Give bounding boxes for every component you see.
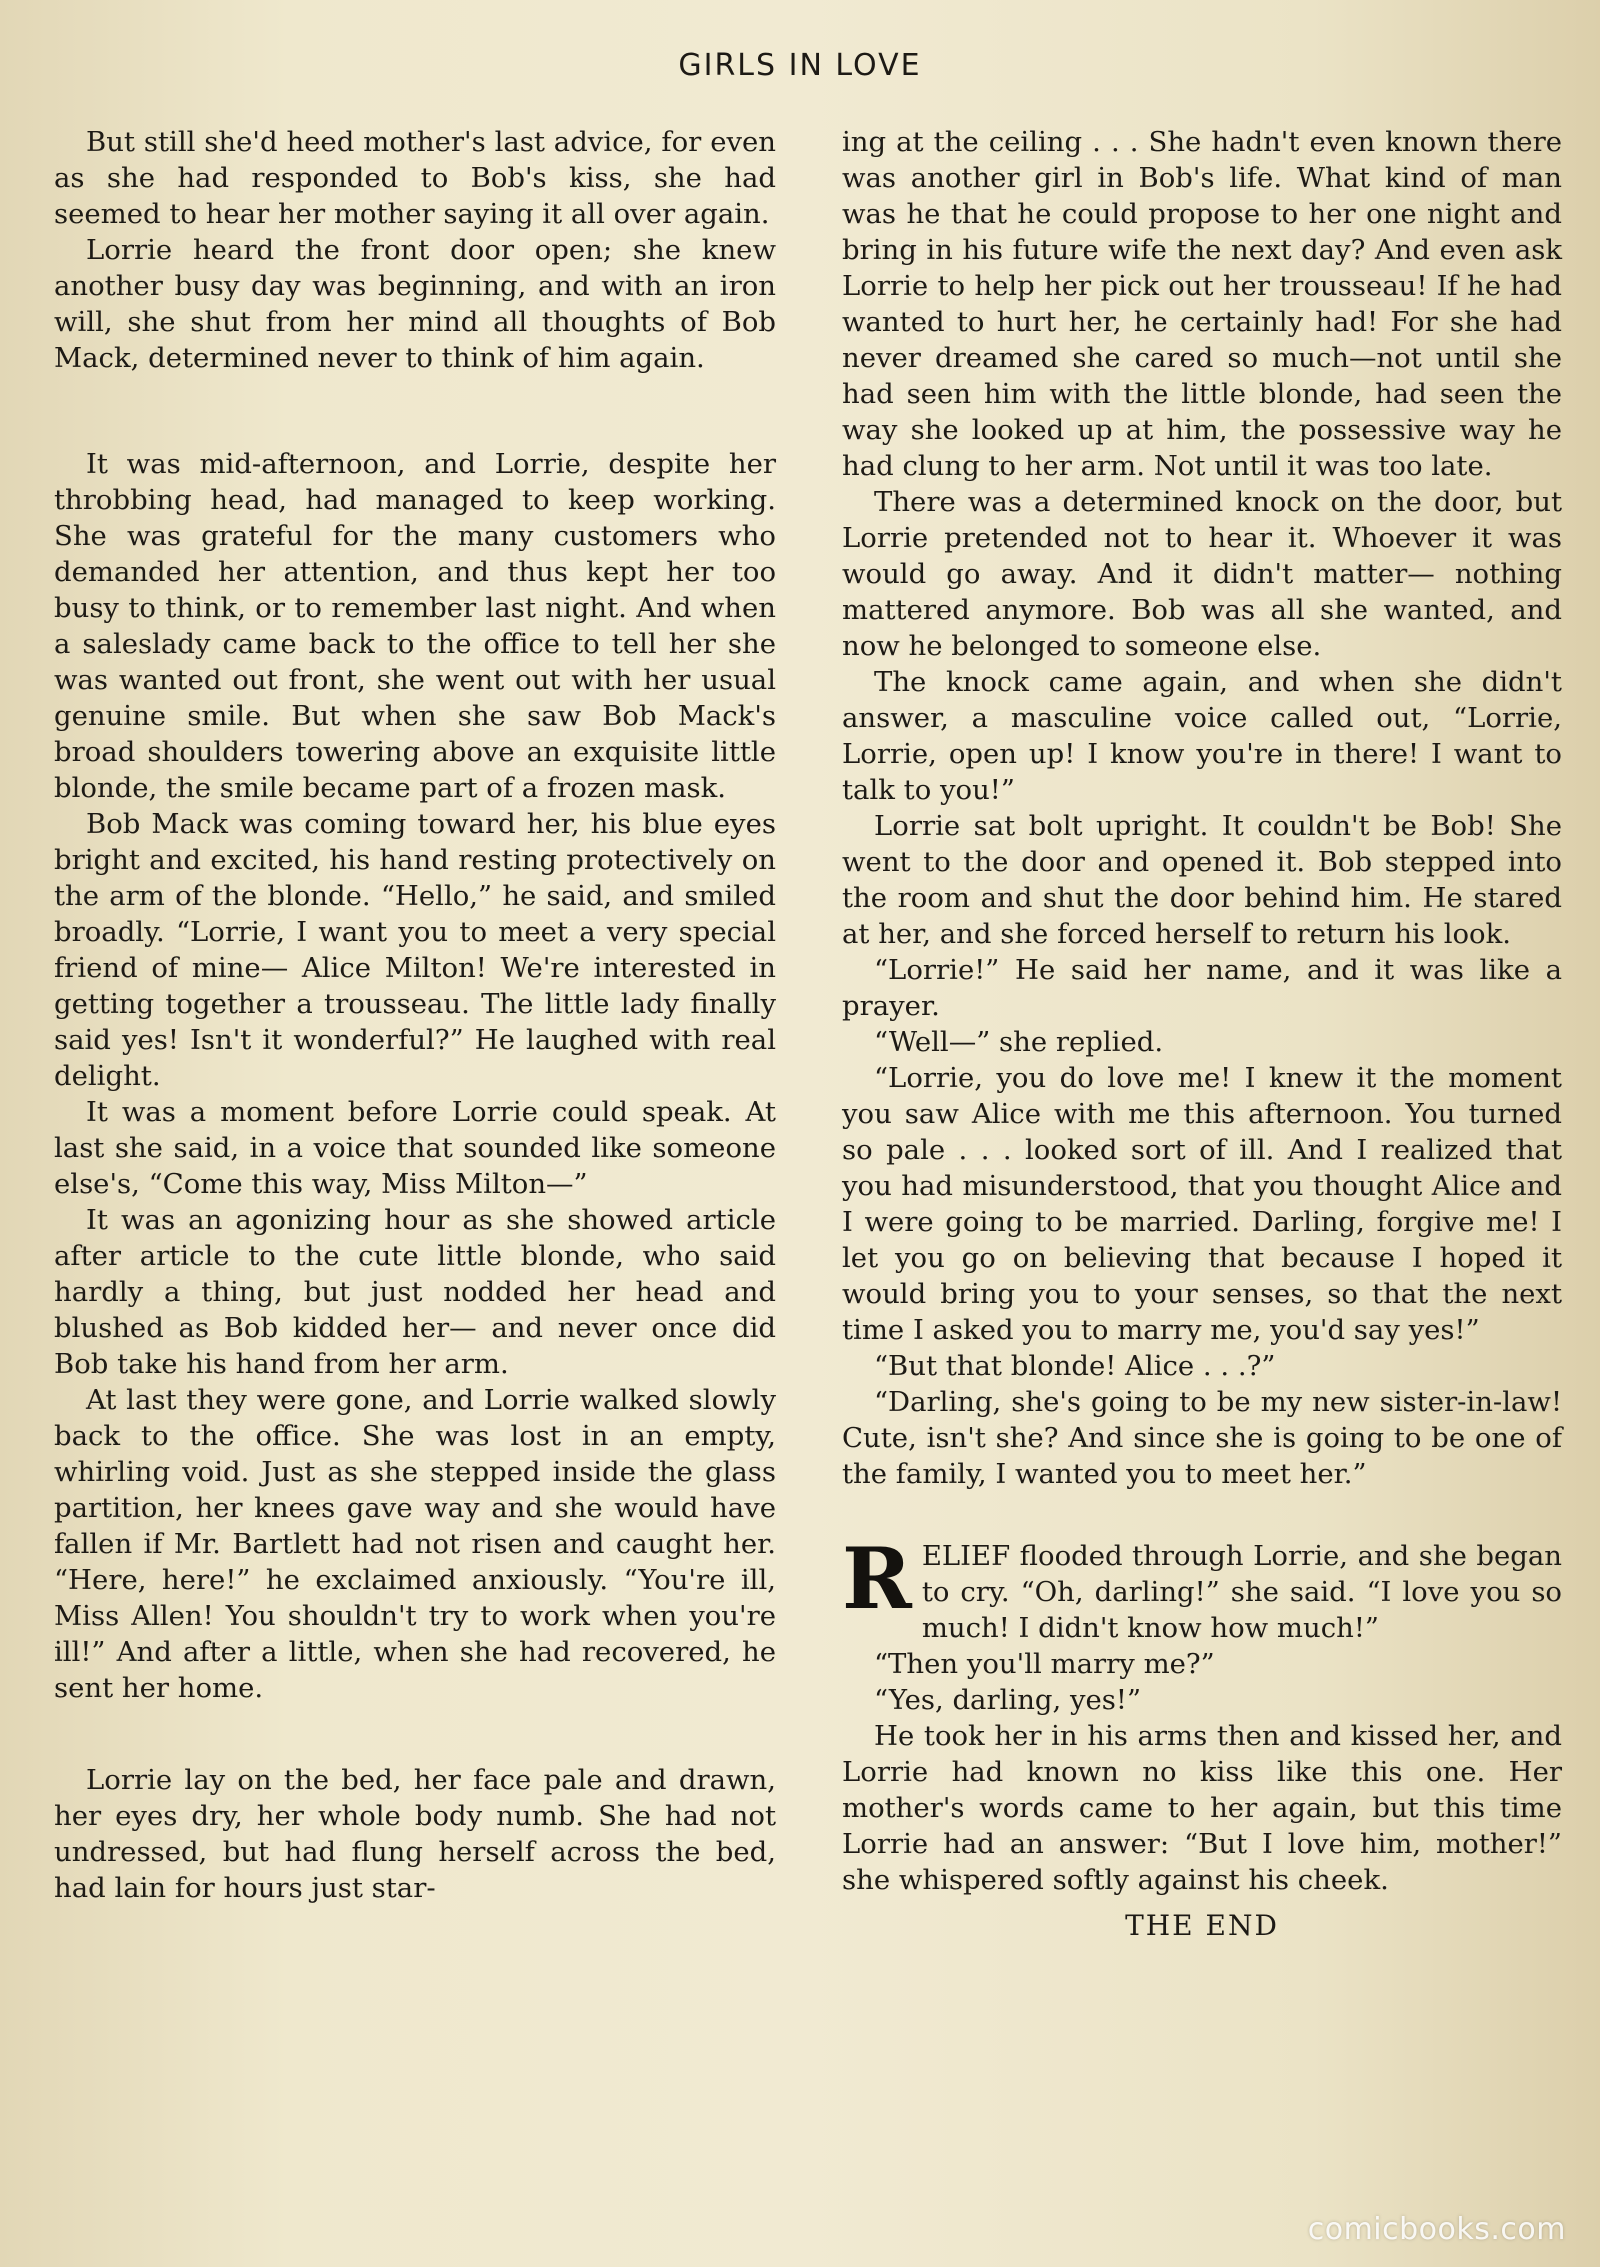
dropcap-paragraph: [842, 1529, 1562, 1646]
paragraph: He took her in his arms then and kissed her, and Lorrie had known no kiss like this one. Her mother's words came to her again, but this time Lorrie had an answer: “But I love him, mother!” she whispered softly against his cheek.: [842, 1720, 1562, 1896]
left-column: [54, 124, 776, 1906]
paragraph: “Lorrie!” He said her name, and it was like a prayer.: [842, 954, 1562, 1022]
paragraph: But still she'd heed mother's last advice, for even as she had responded to Bob's kiss, she had seemed to hear her mother saying it all over again.: [54, 126, 776, 230]
paragraph: “But that blonde! Alice . . .?”: [874, 1350, 1276, 1382]
paragraph: It was a moment before Lorrie could speak. At last she said, in a voice that sounded like someone else's, “Come this way, Miss Milton—”: [54, 1096, 776, 1200]
paragraph: At last they were gone, and Lorrie walked slowly back to the office. She was lost in an empty, whirling void. Just as she stepped inside the glass partition, her knees gave way and she would have fallen if Mr. Bartlett had not risen and caught her. “Here, here!” he exclaimed anxiously. “You're ill, Miss Allen! You shouldn't try to work when you're ill!” And after a little, when she had recovered, he sent her home.: [54, 1384, 776, 1704]
watermark: comicbooks.com: [1307, 2212, 1566, 2247]
the-end-label: THE END: [1125, 1909, 1279, 1942]
paragraph: “Darling, she's going to be my new sister-in-law! Cute, isn't she? And since she is going to be one of the family, I wanted you to meet her.”: [842, 1386, 1562, 1490]
paragraph: Lorrie heard the front door open; she knew another busy day was beginning, and with an iron will, she shut from her mind all thoughts of Bob Mack, determined never to think of him again.: [54, 234, 776, 374]
paragraph: “Well—” she replied.: [874, 1026, 1164, 1058]
paragraph: There was a determined knock on the door, but Lorrie pretended not to hear it. Whoever it was would go away. And it didn't matter— nothing mattered anymore. Bob was all she wanted, and now he belonged to someone else.: [842, 486, 1562, 662]
paragraph: It was mid-afternoon, and Lorrie, despite her throbbing head, had managed to keep working. She was grateful for the many customers who demanded her attention, and thus kept her too busy to think, or to remember last night. And when a saleslady came back to the office to tell her she was wanted out front, she went out with her usual genuine smile. But when she saw Bob Mack's broad shoulders towering above an exquisite little blonde, the smile became part of a frozen mask.: [54, 448, 776, 804]
paragraph-text: ELIEF flooded through Lorrie, and she began to cry. “Oh, darling!” she said. “I love you so much! I didn't know how much!”: [921, 1540, 1562, 1644]
paragraph: Lorrie lay on the bed, her face pale and drawn, her eyes dry, her whole body numb. She had not undressed, but had flung herself across the bed, had lain for hours just star-: [54, 1764, 776, 1904]
paragraph: “Yes, darling, yes!”: [874, 1684, 1142, 1716]
drop-cap-letter: R: [842, 1529, 912, 1628]
paragraph: The knock came again, and when she didn't answer, a masculine voice called out, “Lorrie, Lorrie, open up! I know you're in there! I want to talk to you!”: [842, 666, 1562, 806]
paragraph: ing at the ceiling . . . She hadn't even known there was another girl in Bob's life. What kind of man was he that he could propose to her one night and bring in his future wife the next day? And even ask Lorrie to help her pick out her trousseau! If he had wanted to hurt her, he certainly had! For she had never dreamed she cared so much—not until she had seen him with the little blonde, had seen the way she looked up at him, the possessive way he had clung to her arm. Not until it was too late.: [842, 126, 1562, 482]
page-header: GIRLS IN LOVE: [678, 48, 922, 83]
paragraph: Bob Mack was coming toward her, his blue eyes bright and excited, his hand resting protectively on the arm of the blonde. “Hello,” he said, and smiled broadly. “Lorrie, I want you to meet a very special friend of mine— Alice Milton! We're interested in getting together a trousseau. The little lady finally said yes! Isn't it wonderful?” He laughed with real delight.: [54, 808, 776, 1092]
paragraph: “Lorrie, you do love me! I knew it the moment you saw Alice with me this afternoon. You turned so pale . . . looked sort of ill. And I realized that you had misunderstood, that you thought Alice and I were going to be married. Darling, forgive me! I let you go on believing that because I hoped it would bring you to your senses, so that the next time I asked you to marry me, you'd say yes!”: [842, 1062, 1562, 1346]
paragraph: It was an agonizing hour as she showed article after article to the cute little blonde, who said hardly a thing, but just nodded her head and blushed as Bob kidded her— and never once did Bob take his hand from her arm.: [54, 1204, 776, 1380]
paragraph: Lorrie sat bolt upright. It couldn't be Bob! She went to the door and opened it. Bob stepped into the room and shut the door behind him. He stared at her, and she forced herself to return his look.: [842, 810, 1562, 950]
right-column: [842, 124, 1562, 1944]
paragraph: “Then you'll marry me?”: [874, 1648, 1215, 1680]
